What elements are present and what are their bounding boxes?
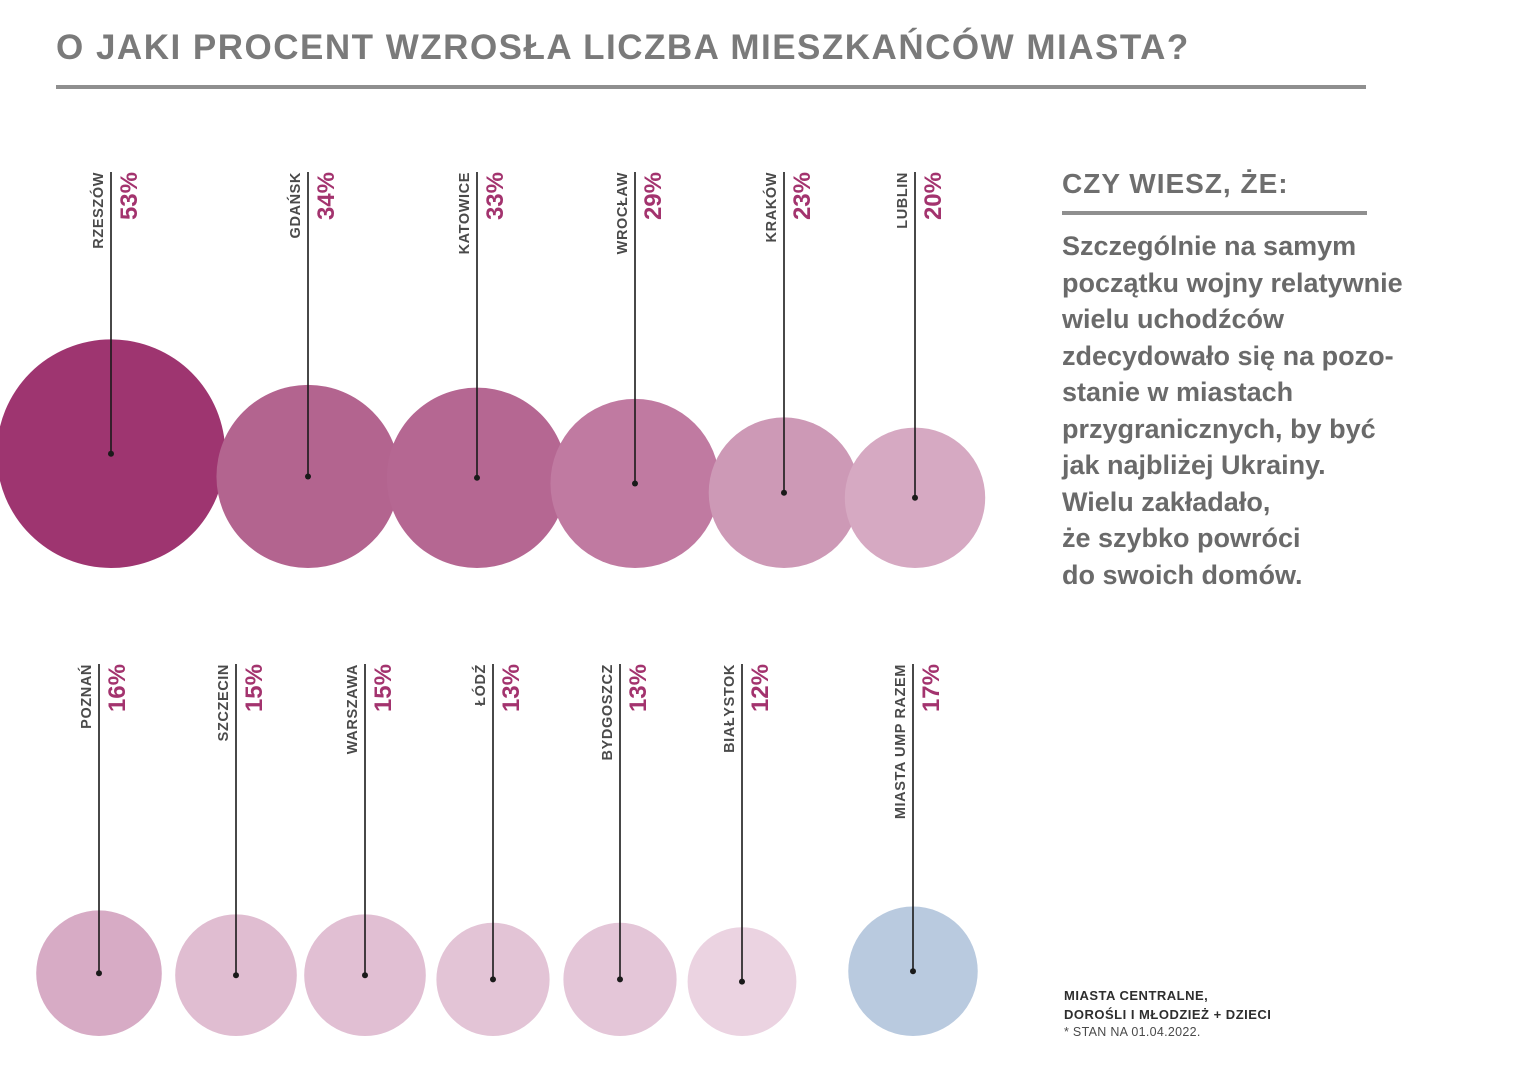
- sidebar-line: Wielu zakładało,: [1062, 486, 1271, 517]
- city-label-szczecin: SZCZECIN: [216, 664, 232, 742]
- anchor-dot-rzeszów: [108, 451, 114, 457]
- anchor-dot-lublin: [912, 495, 918, 501]
- anchor-dot-bydgoszcz: [617, 976, 623, 982]
- sidebar-line: do swoich domów.: [1062, 559, 1303, 590]
- city-label-warszawa: WARSZAWA: [345, 664, 361, 755]
- city-label-bydgoszcz: BYDGOSZCZ: [600, 664, 616, 761]
- city-label-białystok: BIAŁYSTOK: [722, 664, 738, 753]
- value-label-lublin: 20%: [920, 172, 947, 221]
- sidebar-text: [1062, 228, 1502, 593]
- anchor-dot-kraków: [781, 490, 787, 496]
- city-label-lublin: LUBLIN: [895, 172, 911, 229]
- value-label-wrocław: 29%: [640, 172, 667, 221]
- city-label-katowice: KATOWICE: [457, 172, 473, 255]
- sidebar-line: że szybko powróci: [1062, 523, 1301, 553]
- sidebar-line: przygranicznych, by być: [1062, 413, 1376, 444]
- value-label-katowice: 33%: [482, 172, 509, 221]
- sidebar-line: wielu uchodźców: [1062, 304, 1285, 334]
- value-label-białystok: 12%: [747, 664, 774, 713]
- sidebar-divider: [1062, 211, 1367, 215]
- anchor-dot-gdańsk: [305, 473, 311, 479]
- page-title: O JAKI PROCENT WZROSŁA LICZBA MIESZKAŃCÓW MIASTA?: [56, 28, 1190, 67]
- city-label-wrocław: WROCŁAW: [615, 172, 631, 255]
- footnote: [1064, 986, 1271, 1040]
- anchor-dot-miasta-ump-razem: [910, 968, 916, 974]
- city-label-kraków: KRAKÓW: [764, 172, 780, 243]
- anchor-dot-łódź: [490, 976, 496, 982]
- sidebar-line: Szczególnie na samym: [1062, 231, 1357, 261]
- value-label-rzeszów: 53%: [116, 172, 143, 221]
- anchor-dot-katowice: [474, 475, 480, 481]
- value-label-poznań: 16%: [104, 664, 131, 713]
- value-label-łódź: 13%: [498, 664, 525, 713]
- sidebar-line: początku wojny relatywnie: [1062, 267, 1403, 298]
- city-label-łódź: ŁÓDŹ: [473, 664, 489, 706]
- value-label-gdańsk: 34%: [313, 172, 340, 221]
- city-label-rzeszów: RZESZÓW: [91, 172, 107, 249]
- sidebar-line: jak najbliżej Ukrainy.: [1062, 450, 1326, 480]
- anchor-dot-poznań: [96, 970, 102, 976]
- value-label-miasta-ump-razem: 17%: [918, 664, 945, 713]
- footnote-line: MIASTA CENTRALNE,: [1064, 988, 1209, 1003]
- value-label-szczecin: 15%: [241, 664, 268, 713]
- sidebar-heading: CZY WIESZ, ŻE:: [1062, 168, 1289, 199]
- city-label-miasta-ump-razem: MIASTA UMP RAZEM: [893, 664, 909, 820]
- city-label-gdańsk: GDAŃSK: [288, 172, 304, 239]
- sidebar-line: stanie w miastach: [1062, 377, 1294, 407]
- sidebar-line: zdecydowało się na pozo-: [1062, 340, 1394, 371]
- city-label-poznań: POZNAŃ: [79, 664, 95, 729]
- anchor-dot-wrocław: [632, 480, 638, 486]
- value-label-warszawa: 15%: [370, 664, 397, 713]
- anchor-dot-warszawa: [362, 972, 368, 978]
- anchor-dot-białystok: [739, 979, 745, 985]
- value-label-kraków: 23%: [789, 172, 816, 221]
- footnote-line: DOROŚLI I MŁODZIEŻ + DZIECI: [1064, 1007, 1272, 1022]
- footnote-date: * STAN NA 01.04.2022.: [1064, 1025, 1201, 1039]
- anchor-dot-szczecin: [233, 972, 239, 978]
- value-label-bydgoszcz: 13%: [625, 664, 652, 713]
